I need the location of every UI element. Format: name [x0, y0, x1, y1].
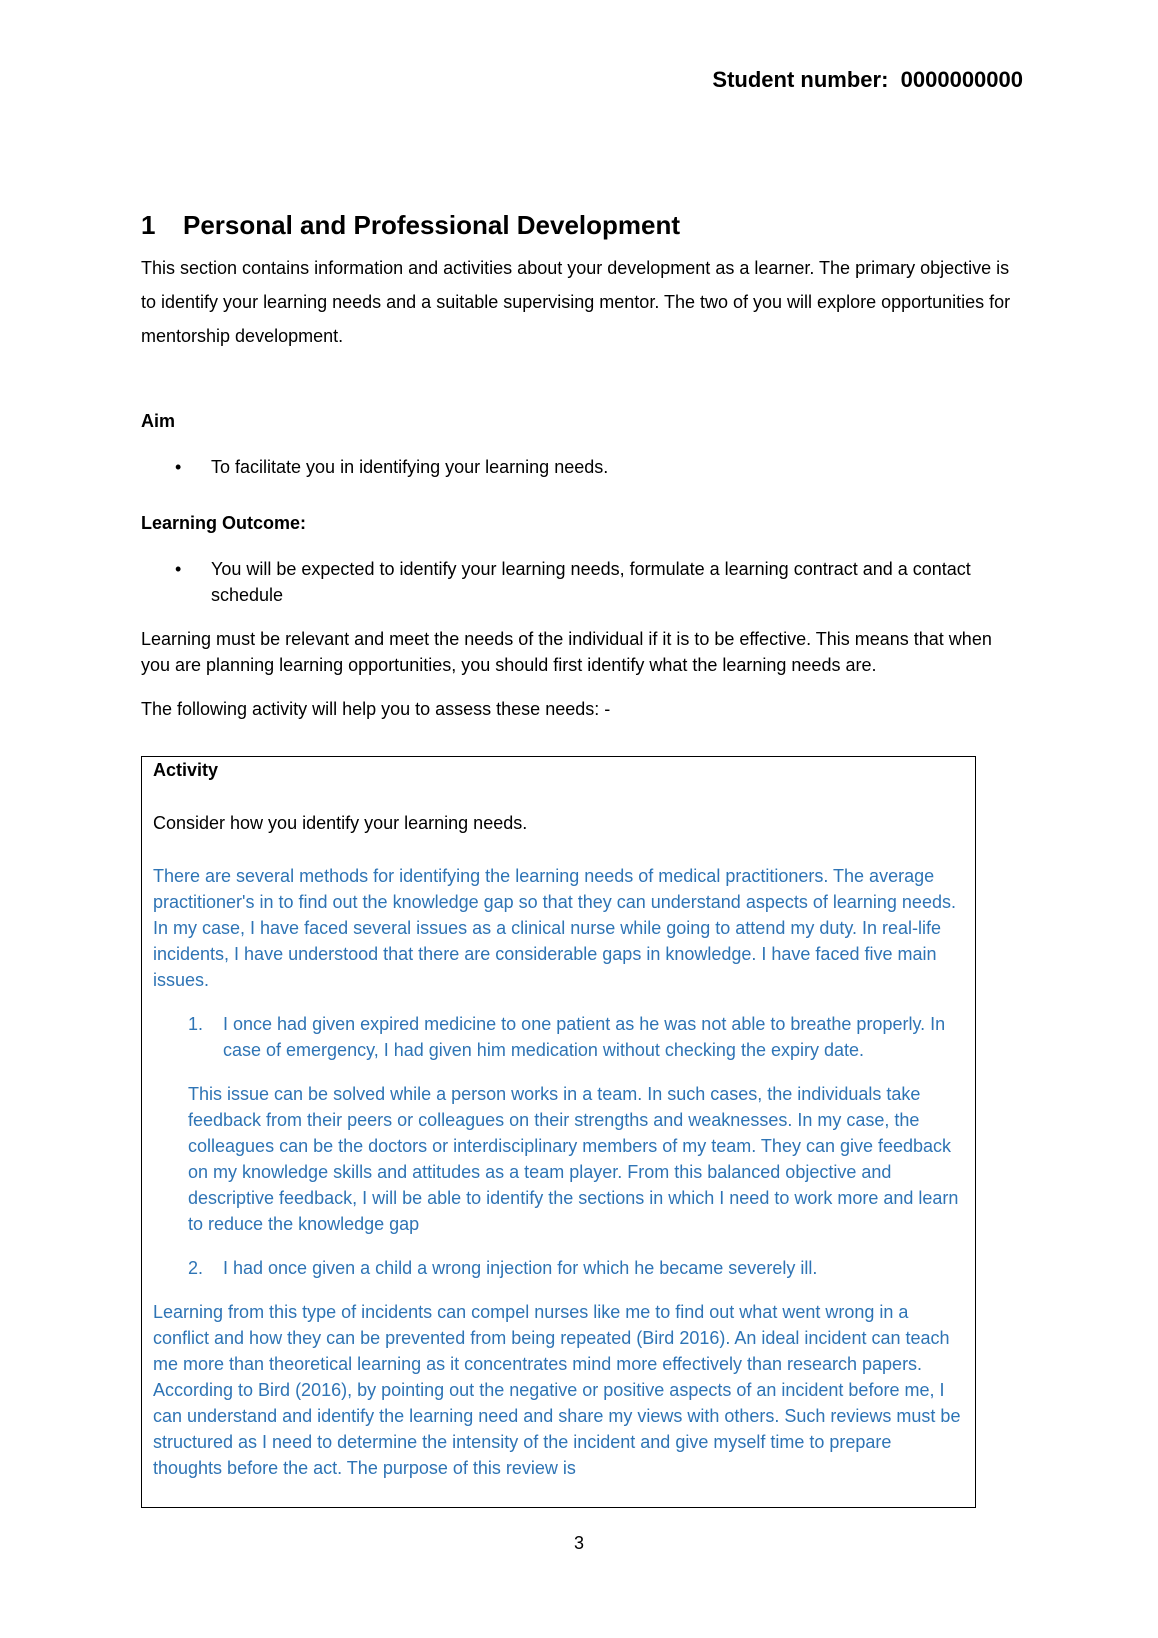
activity-lead-in: The following activity will help you to assess these needs: -: [141, 699, 611, 719]
aim-list: [141, 454, 1021, 480]
outcome-item-text: You will be expected to identify your learning needs, formulate a learning contract and a contact schedule: [211, 559, 971, 605]
answer-item-detail: This issue can be solved while a person works in a team. In such cases, the individuals take feedback from their peers or colleagues on their strengths and weaknesses. In my case, the colleagues can be the doctors or interdisciplinary members of my team. They can give feedback on my knowledge skills and attitudes as a team player. From this balanced objective and descriptive feedback, I will be able to identify the sections in which I need to work more and learn to reduce the knowledge gap: [188, 1084, 959, 1234]
aim-list-item: [141, 454, 1021, 480]
bullet-icon: •: [175, 559, 182, 579]
student-number-value: 0000000000: [900, 67, 1023, 92]
section-number: 1: [141, 210, 156, 240]
learning-outcome-heading: Learning Outcome:: [141, 513, 307, 533]
section-intro: This section contains information and activities about your development as a learner. The primary objective is to identify your learning needs and a suitable supervising mentor. The two of you will explore opportunities for mentorship development.: [141, 258, 1011, 346]
answer-intro: There are several methods for identifying the learning needs of medical practitioners. The average practitioner's in to find out the knowledge gap so that they can understand aspects of learning needs. In my case, I have faced several issues as a clinical nurse while going to attend my duty. In real-life incidents, I have understood that there are considerable gaps in knowledge. I have faced five main issues.: [153, 866, 956, 990]
answer-item-text: I had once given a child a wrong injection for which he became severely ill.: [223, 1258, 818, 1278]
answer-list-item: [153, 1255, 963, 1281]
page-number: 3: [573, 1533, 584, 1553]
student-number-header: [712, 67, 1023, 93]
answer-item-text: I once had given expired medicine to one patient as he was not able to breathe properly. In case of emergency, I had given him medication without checking the expiry date.: [223, 1014, 946, 1060]
aim-item-text: To facilitate you in identifying your learning needs.: [211, 457, 609, 477]
main-content: [141, 210, 1021, 722]
section-title: Personal and Professional Development: [183, 210, 681, 240]
activity-question: Consider how you identify your learning needs.: [153, 813, 528, 833]
activity-box: [141, 756, 976, 1508]
aim-heading: Aim: [141, 411, 176, 431]
list-number: 2.: [188, 1258, 204, 1278]
body-paragraph: Learning must be relevant and meet the needs of the individual if it is to be effective. This means that when you are planning learning opportunities, you should first identify what the learning needs are.: [141, 629, 992, 675]
bullet-icon: •: [175, 457, 182, 477]
answer-closing: Learning from this type of incidents can compel nurses like me to find out what went wrong in a conflict and how they can be prevented from being repeated (Bird 2016). An ideal incident can teach me more than theoretical learning as it concentrates mind more effectively than research papers. According to Bird (2016), by pointing out the negative or positive aspects of an incident before me, I can understand and identify the learning need and share my views with others. Such reviews must be structured as I need to determine the intensity of the incident and give myself time to prepare thoughts before the act. The purpose of this review is: [153, 1302, 961, 1478]
answer-list-item: [153, 1011, 963, 1063]
activity-title: Activity: [153, 760, 219, 780]
outcome-list: [141, 556, 1021, 608]
section-heading: [141, 210, 1021, 241]
student-number-label: Student number:: [712, 67, 889, 92]
list-number: 1.: [188, 1014, 204, 1034]
outcome-list-item: [141, 556, 1021, 608]
